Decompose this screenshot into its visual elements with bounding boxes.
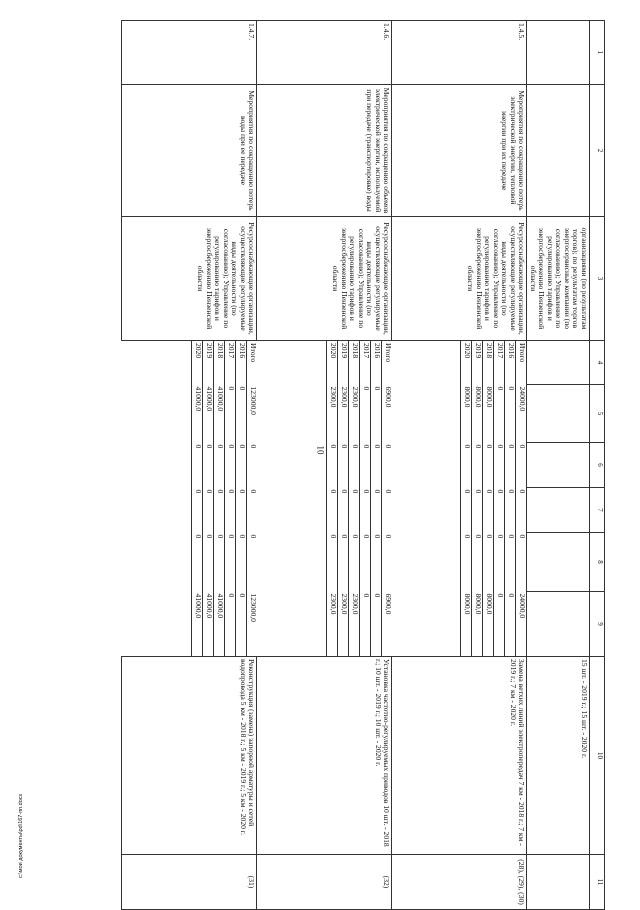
amount-cell: 2300,0 [338,592,349,657]
section-executor: Ресурсоснабжающие организации, осуществляющие регулируемые виды деятельности (по согласованию); Управление по регулированию тарифов и энергосбережению Пензенской области [257,217,392,341]
amount-cell: 0 [494,443,505,488]
amount-cell: 0 [494,385,505,443]
amount-cell: 0 [360,533,371,592]
amount-cell: 24000,0 [516,592,527,657]
amount-cell: 0 [225,443,236,488]
section-name: Мероприятия по сокращению потерь электрической энергии, тепловой энергии при их передаче [392,85,527,217]
amount-cell: 0 [349,533,360,592]
amount-cell: 0 [338,533,349,592]
amount-cell: 0 [505,443,516,488]
year-column-year [257,341,392,385]
year-cell: 2016 [505,341,516,385]
year-cell: 2018 [214,341,225,385]
section-number: 1.4.5. [392,21,527,85]
page-number: 10 [315,445,325,455]
section-number: 1.4.7. [122,21,257,85]
footer-path: c:\мои документы\pd\167-пп.docx [18,793,24,878]
year-cell: 2020 [327,341,338,385]
amount-cell: 0 [247,488,258,533]
amount-cell: 0 [483,488,494,533]
amount-cell: 0 [371,488,382,533]
year-cell: 2016 [371,341,382,385]
year-column-c5 [392,385,527,443]
header-cell: 7 [590,488,605,533]
amount-cell: 0 [371,385,382,443]
amount-cell: 8000,0 [483,592,494,657]
year-column-c6 [257,443,392,488]
amount-cell: 0 [349,443,360,488]
amount-cell: 0 [371,443,382,488]
amount-cell: 0 [192,488,203,533]
amount-cell: 0 [214,488,225,533]
amount-cell: 0 [203,533,214,592]
year-cell: 2017 [360,341,371,385]
year-column-c8 [122,533,257,592]
amount-cell: 0 [483,533,494,592]
year-cell: 2019 [203,341,214,385]
section-result: Замена ветхих линий электропередач 7 км - 2018 г.; 7 км - 2019 г.; 7 км - 2020 г. [392,657,527,855]
amount-cell: 0 [382,443,393,488]
amount-cell: 123000,0 [247,385,258,443]
section-ref: (28), (29), (30) [392,855,527,910]
section-row [257,21,392,910]
amount-cell: 8000,0 [472,385,483,443]
amount-cell: 8000,0 [483,385,494,443]
amount-cell: 0 [225,488,236,533]
amount-cell: 0 [247,443,258,488]
amount-cell: 0 [461,533,472,592]
amount-cell: 0 [360,385,371,443]
year-column-c5 [257,385,392,443]
amount-cell: 0 [225,533,236,592]
amount-cell: 0 [236,385,247,443]
header-cell: 8 [590,533,605,592]
amount-cell: 0 [225,385,236,443]
amount-cell: 8000,0 [461,385,472,443]
amount-cell: 0 [192,533,203,592]
amount-cell: 0 [382,533,393,592]
header-cell: 3 [590,217,605,341]
amount-cell: 0 [236,443,247,488]
amount-cell: 2300,0 [338,385,349,443]
amount-cell: 0 [203,488,214,533]
amount-cell: 0 [516,488,527,533]
header-cell: 6 [590,443,605,488]
amount-cell: 0 [203,443,214,488]
year-column-c9 [257,592,392,657]
year-column-c7 [122,488,257,533]
amount-cell: 0 [327,488,338,533]
year-cell: 2016 [236,341,247,385]
amount-cell: 0 [483,443,494,488]
amount-cell: 2300,0 [327,385,338,443]
header-cell: 5 [590,385,605,443]
header-cell: 9 [590,592,605,657]
amount-cell: 0 [505,592,516,657]
amount-cell: 0 [360,592,371,657]
year-cell: Итого [516,341,527,385]
amount-cell: 0 [327,533,338,592]
header-cell: 1 [590,21,605,85]
year-column-c6 [122,443,257,488]
amount-cell: 0 [494,533,505,592]
amount-cell: 0 [225,592,236,657]
continuation-row [527,21,590,910]
year-cell: 2020 [461,341,472,385]
amount-cell: 0 [247,533,258,592]
year-column-c9 [122,592,257,657]
year-cell: 2020 [192,341,203,385]
year-cell: 2019 [338,341,349,385]
amount-cell: 0 [371,592,382,657]
amount-cell: 0 [505,488,516,533]
year-cell: 2018 [349,341,360,385]
amount-cell: 8000,0 [461,592,472,657]
amount-cell: 41000,0 [203,592,214,657]
amount-cell: 0 [516,443,527,488]
year-column-c6 [392,443,527,488]
amount-cell: 24000,0 [516,385,527,443]
amount-cell: 0 [236,533,247,592]
amount-cell: 41000,0 [203,385,214,443]
amount-cell: 123000,0 [247,592,258,657]
amount-cell: 0 [516,533,527,592]
amount-cell: 0 [192,443,203,488]
amount-cell: 41000,0 [192,385,203,443]
amount-cell: 0 [360,443,371,488]
amount-cell: 0 [472,488,483,533]
amount-cell: 2300,0 [349,385,360,443]
header-cell: 11 [590,855,605,910]
section-result: Реконструкция (замена) запорной арматуры и сетей водопровода 5 км - 2018 г.; 5 км - 2019 г.; 5 км - 2020 г. [122,657,257,855]
year-cell: 2019 [472,341,483,385]
year-column-year [122,341,257,385]
amount-cell: 0 [214,533,225,592]
amount-cell: 8000,0 [472,592,483,657]
section-row [392,21,527,910]
section-ref: (31) [122,855,257,910]
amount-cell: 0 [371,533,382,592]
program-table [122,20,606,910]
section-name: Мероприятия по сокращению объемов электрической энергии, используемой при передаче (транспортировке) воды [257,85,392,217]
year-cell: Итого [247,341,258,385]
amount-cell: 0 [236,592,247,657]
rotated-table-area [5,20,605,905]
amount-cell: 0 [214,443,225,488]
amount-cell: 0 [494,488,505,533]
year-column-c7 [257,488,392,533]
header-row [590,21,605,910]
amount-cell: 0 [382,488,393,533]
amount-cell: 6900,0 [382,385,393,443]
year-column-c7 [392,488,527,533]
section-result: Установка частотно-регулируемых приводов 10 шт. - 2018 г.; 10 шт. - 2019 г.; 10 шт. - 2020 г. [257,657,392,855]
section-executor: Ресурсоснабжающие организации, осуществляющие регулируемые виды деятельности (по согласованию); Управление по регулированию тарифов и энергосбережению Пензенской области [392,217,527,341]
amount-cell: 0 [338,443,349,488]
continuation-result: 15 шт. - 2019 г.; 15 шт. - 2020 г. [527,657,590,855]
section-number: 1.4.6. [257,21,392,85]
year-column-year [392,341,527,385]
amount-cell: 41000,0 [214,592,225,657]
amount-cell: 0 [461,488,472,533]
amount-cell: 0 [494,592,505,657]
amount-cell: 0 [472,443,483,488]
amount-cell: 0 [505,533,516,592]
header-cell: 2 [590,85,605,217]
header-cell: 4 [590,341,605,385]
year-cell: 2017 [494,341,505,385]
header-cell: 10 [590,657,605,855]
section-row [122,21,257,910]
amount-cell: 2300,0 [349,592,360,657]
amount-cell: 0 [461,443,472,488]
year-column-c8 [392,533,527,592]
amount-cell: 41000,0 [214,385,225,443]
amount-cell: 0 [349,488,360,533]
amount-cell: 0 [472,533,483,592]
amount-cell: 2300,0 [327,592,338,657]
amount-cell: 0 [360,488,371,533]
amount-cell: 6900,0 [382,592,393,657]
section-executor: Ресурсоснабжающие организации, осуществляющие регулируемые виды деятельности (по согласованию); Управление по регулированию тарифов и энергосбережению Пензенской области [122,217,257,341]
year-cell: 2018 [483,341,494,385]
continuation-executor: организациями (по результатам торгов); по результатам торгов энергосервисные компании (по согласованию); Управление по регулированию тарифов и энергосбережению Пензенской области [527,217,590,341]
year-cell: 2017 [225,341,236,385]
amount-cell: 0 [338,488,349,533]
amount-cell: 0 [327,443,338,488]
amount-cell: 41000,0 [192,592,203,657]
amount-cell: 0 [236,488,247,533]
section-ref: (32) [257,855,392,910]
year-column-c9 [392,592,527,657]
year-cell: Итого [382,341,393,385]
amount-cell: 0 [505,385,516,443]
section-name: Мероприятия по сокращению потерь воды при ее передаче [122,85,257,217]
year-column-c5 [122,385,257,443]
year-column-c8 [257,533,392,592]
